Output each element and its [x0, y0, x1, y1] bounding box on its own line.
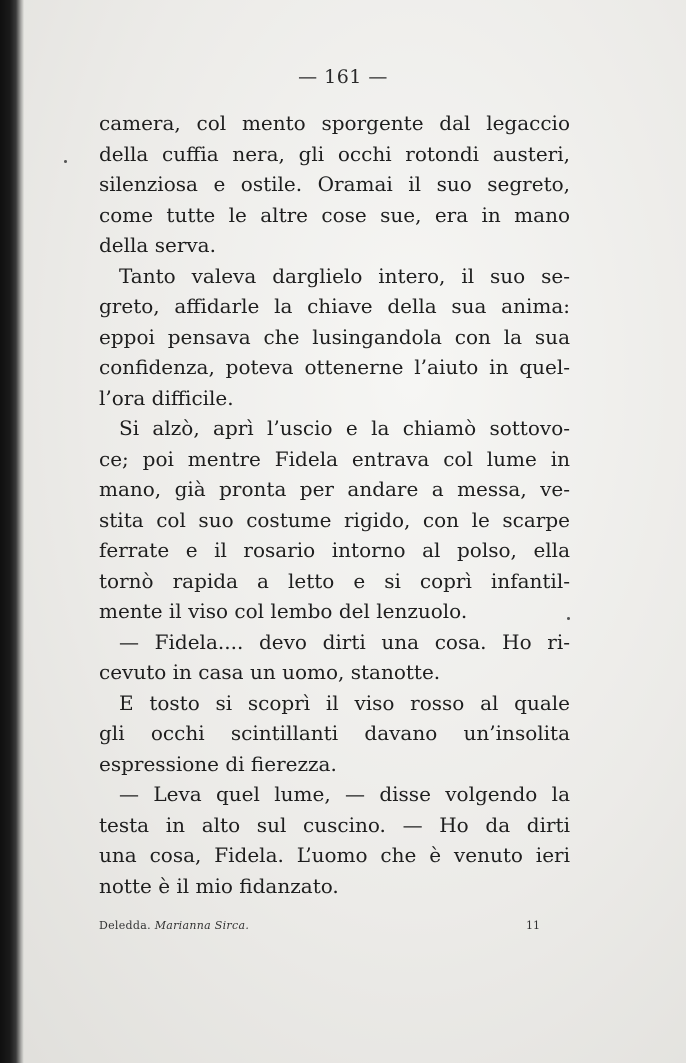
text-line: greto, affidarle la chiave della sua anima:: [99, 294, 570, 318]
text-line: l’ora difficile.: [99, 385, 234, 410]
text-line: Si alzò, aprì l’uscio e la chiamò sottovo-: [119, 416, 570, 440]
text-line: — Leva quel lume, — disse volgendo la: [119, 782, 570, 806]
book-binding-shadow: [0, 0, 24, 1063]
text-line: eppoi pensava che lusingandola con la sua: [99, 324, 570, 349]
text-line: ferrate e il rosario intorno al polso, ella: [99, 538, 570, 562]
text-line: confidenza, poteva ottenerne l’aiuto in quel-: [99, 355, 570, 379]
paper-speck: [567, 617, 570, 620]
text-line: testa in alto sul cuscino. — Ho da dirti: [99, 812, 570, 837]
text-line: della cuffia nera, gli occhi rotondi austeri,: [99, 141, 570, 166]
text-line: una cosa, Fidela. L’uomo che è venuto ieri: [99, 843, 570, 867]
text-line: notte è il mio fidanzato.: [99, 873, 339, 898]
text-line: della serva.: [99, 233, 216, 257]
text-line: stita col suo costume rigido, con le scarpe: [99, 507, 570, 532]
footer-title: Marianna Sirca.: [154, 919, 250, 932]
text-line: ce; poi mentre Fidela entrava col lume in: [99, 446, 570, 471]
text-line: E tosto si scoprì il viso rosso al quale: [119, 690, 570, 715]
text-line: espressione di fierezza.: [99, 751, 337, 776]
body-text: [99, 108, 570, 901]
text-line: silenziosa e ostile. Oramai il suo segreto,: [99, 172, 570, 196]
text-line: tornò rapida a letto e si coprì infantil-: [99, 568, 570, 593]
text-line: mano, già pronta per andare a messa, ve-: [99, 477, 570, 501]
text-line: Tanto valeva darglielo intero, il suo se-: [119, 263, 570, 288]
text-line: — Fidela.... devo dirti una cosa. Ho ri-: [119, 629, 570, 654]
footer-author: Deledda.: [99, 919, 151, 932]
text-line: camera, col mento sporgente dal legaccio: [99, 111, 570, 135]
text-line: come tutte le altre cose sue, era in mano: [99, 202, 570, 227]
text-line: cevuto in casa un uomo, stanotte.: [99, 660, 441, 684]
page-number: — 161 —: [298, 66, 388, 88]
page-footer: [99, 919, 539, 932]
text-line: gli occhi scintillanti davano un’insolita: [99, 721, 570, 745]
text-line: mente il viso col lembo del lenzuolo.: [99, 599, 468, 623]
paper-speck: [64, 160, 67, 163]
signature-mark: 11: [526, 919, 540, 932]
